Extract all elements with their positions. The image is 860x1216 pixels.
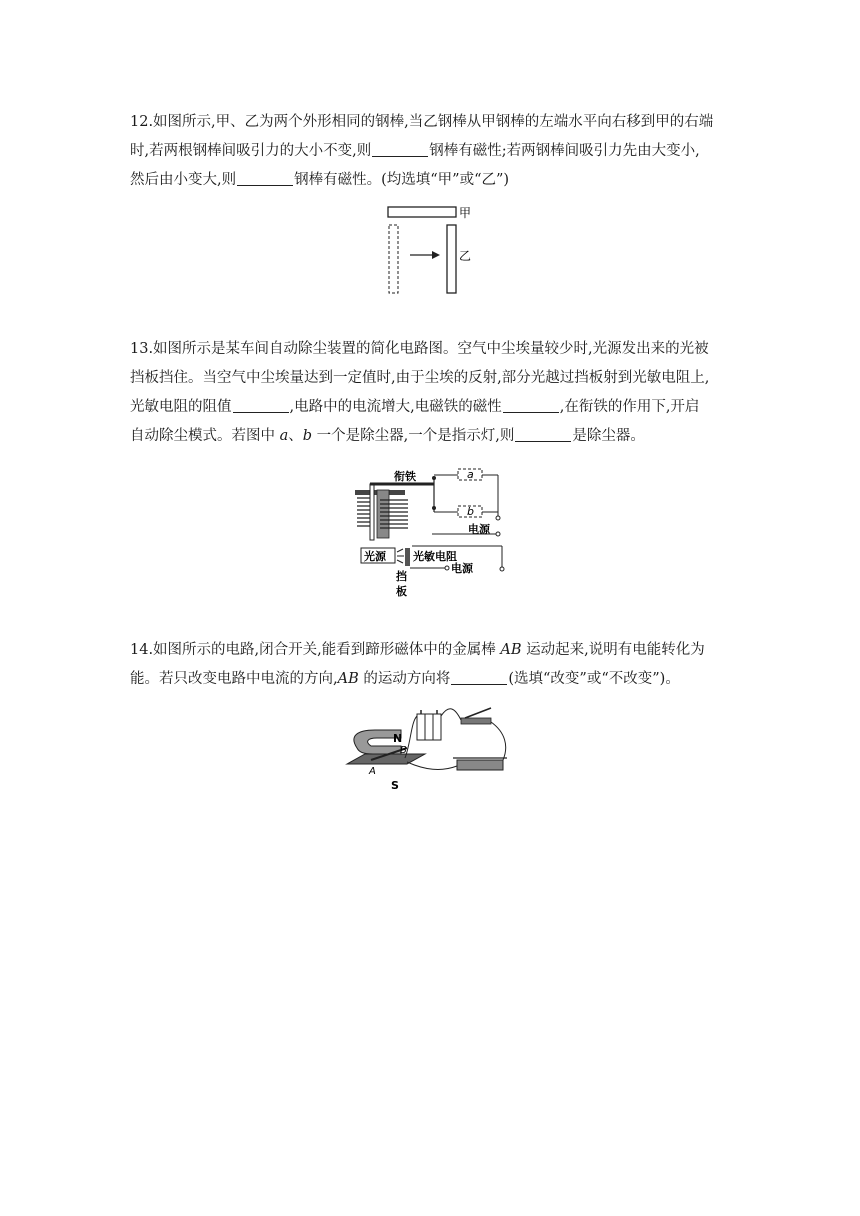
label-b: b — [467, 505, 474, 518]
contact-bottom — [432, 506, 436, 510]
q12-line-3 — [130, 166, 735, 195]
battery-terminals — [421, 710, 437, 714]
label-jia: 甲 — [459, 206, 472, 220]
magnet-core — [377, 490, 389, 538]
label-armature: 衔铁 — [394, 470, 416, 483]
q12-line-2 — [130, 137, 735, 166]
label-s: S — [391, 779, 399, 792]
terminal-1 — [496, 516, 500, 520]
q13-text: 是除尘器。 — [572, 428, 645, 444]
rod-yi — [447, 225, 456, 293]
battery — [417, 714, 441, 740]
terminal-3 — [500, 567, 504, 571]
q14-line-2 — [130, 665, 735, 694]
arrow-head — [432, 251, 440, 259]
contact-top — [432, 476, 436, 480]
var-b: b — [302, 428, 313, 444]
q14-figure — [345, 702, 515, 792]
q13-figure — [350, 468, 505, 600]
label-a: a — [467, 468, 474, 481]
rod-jia — [388, 207, 456, 217]
q13-line-2: 挡板挡住。当空气中尘埃量达到一定值时,由于尘埃的反射,部分光越过挡板射到光敏电阻上, — [130, 370, 710, 386]
terminal-2 — [496, 532, 500, 536]
question-12 — [130, 108, 735, 195]
label-light-source: 光源 — [364, 550, 386, 563]
q14-text: 运动起来,说明有电能转化为 — [521, 642, 705, 658]
label-a: A — [369, 766, 376, 777]
label-photoresistor: 光敏电阻 — [413, 550, 457, 563]
label-power-2: 电源 — [451, 562, 473, 575]
q14-blank-1[interactable] — [451, 670, 507, 685]
var-a: a — [279, 428, 289, 444]
rheostat — [457, 760, 503, 770]
q12-blank-2[interactable] — [237, 171, 293, 186]
q13-text: 自动除尘模式。若图中 — [130, 428, 280, 444]
light-rays — [397, 549, 404, 563]
q14-text: 能。若只改变电路中电流的方向, — [130, 671, 338, 687]
question-14 — [130, 636, 735, 694]
rod-yi-dashed — [389, 225, 398, 293]
q14-text: 的运动方向将 — [358, 671, 451, 687]
q13-text: ,电路中的电流增大,电磁铁的磁性 — [289, 399, 502, 415]
baffle — [405, 548, 410, 566]
q13-text: ,在衔铁的作用下,开启 — [559, 399, 700, 415]
q13-blank-2[interactable] — [503, 398, 559, 413]
label-n: N — [393, 732, 403, 745]
q13-line-3 — [130, 393, 735, 422]
terminal-4 — [445, 566, 449, 570]
q13-text: 光敏电阻的阻值 — [130, 399, 232, 415]
q13-text: 一个是除尘器,一个是指示灯,则 — [312, 428, 515, 444]
q14-text: 14.如图所示的电路,闭合开关,能看到蹄形磁体中的金属棒 — [130, 642, 501, 658]
switch-lever — [465, 708, 491, 718]
switch-base — [461, 718, 491, 724]
q12-figure — [380, 200, 480, 298]
label-yi: 乙 — [459, 249, 472, 263]
q12-text: 时,若两根钢棒间吸引力的大小不变,则 — [130, 143, 372, 159]
q13-line-1: 13.如图所示是某车间自动除尘装置的简化电路图。空气中尘埃量较少时,光源发出来的光被 — [130, 341, 709, 357]
q12-line-1: 12.如图所示,甲、乙为两个外形相同的钢棒,当乙钢棒从甲钢棒的左端水平向右移到甲的右端 — [130, 114, 714, 130]
question-13 — [130, 335, 735, 451]
q13-blank-3[interactable] — [515, 427, 571, 442]
q12-text: 钢棒有磁性;若两钢棒间吸引力先由大变小, — [429, 143, 700, 159]
var-ab: AB — [500, 642, 522, 658]
q13-text: 、 — [288, 428, 303, 444]
label-baffle-2: 板 — [396, 585, 407, 598]
q14-line-1 — [130, 636, 735, 665]
spring-plate — [370, 484, 374, 540]
label-power-1: 电源 — [468, 523, 490, 536]
q13-blank-1[interactable] — [233, 398, 289, 413]
label-baffle-1: 挡 — [396, 570, 407, 583]
q12-text: 钢棒有磁性。(均选填“甲”或“乙”) — [294, 172, 510, 188]
q14-text: (选填“改变”或“不改变”)。 — [508, 671, 680, 687]
q13-line-4 — [130, 422, 735, 451]
q12-blank-1[interactable] — [372, 142, 428, 157]
var-ab: AB — [337, 671, 359, 687]
q12-text: 然后由小变大,则 — [130, 172, 237, 188]
label-b: B — [400, 745, 407, 756]
